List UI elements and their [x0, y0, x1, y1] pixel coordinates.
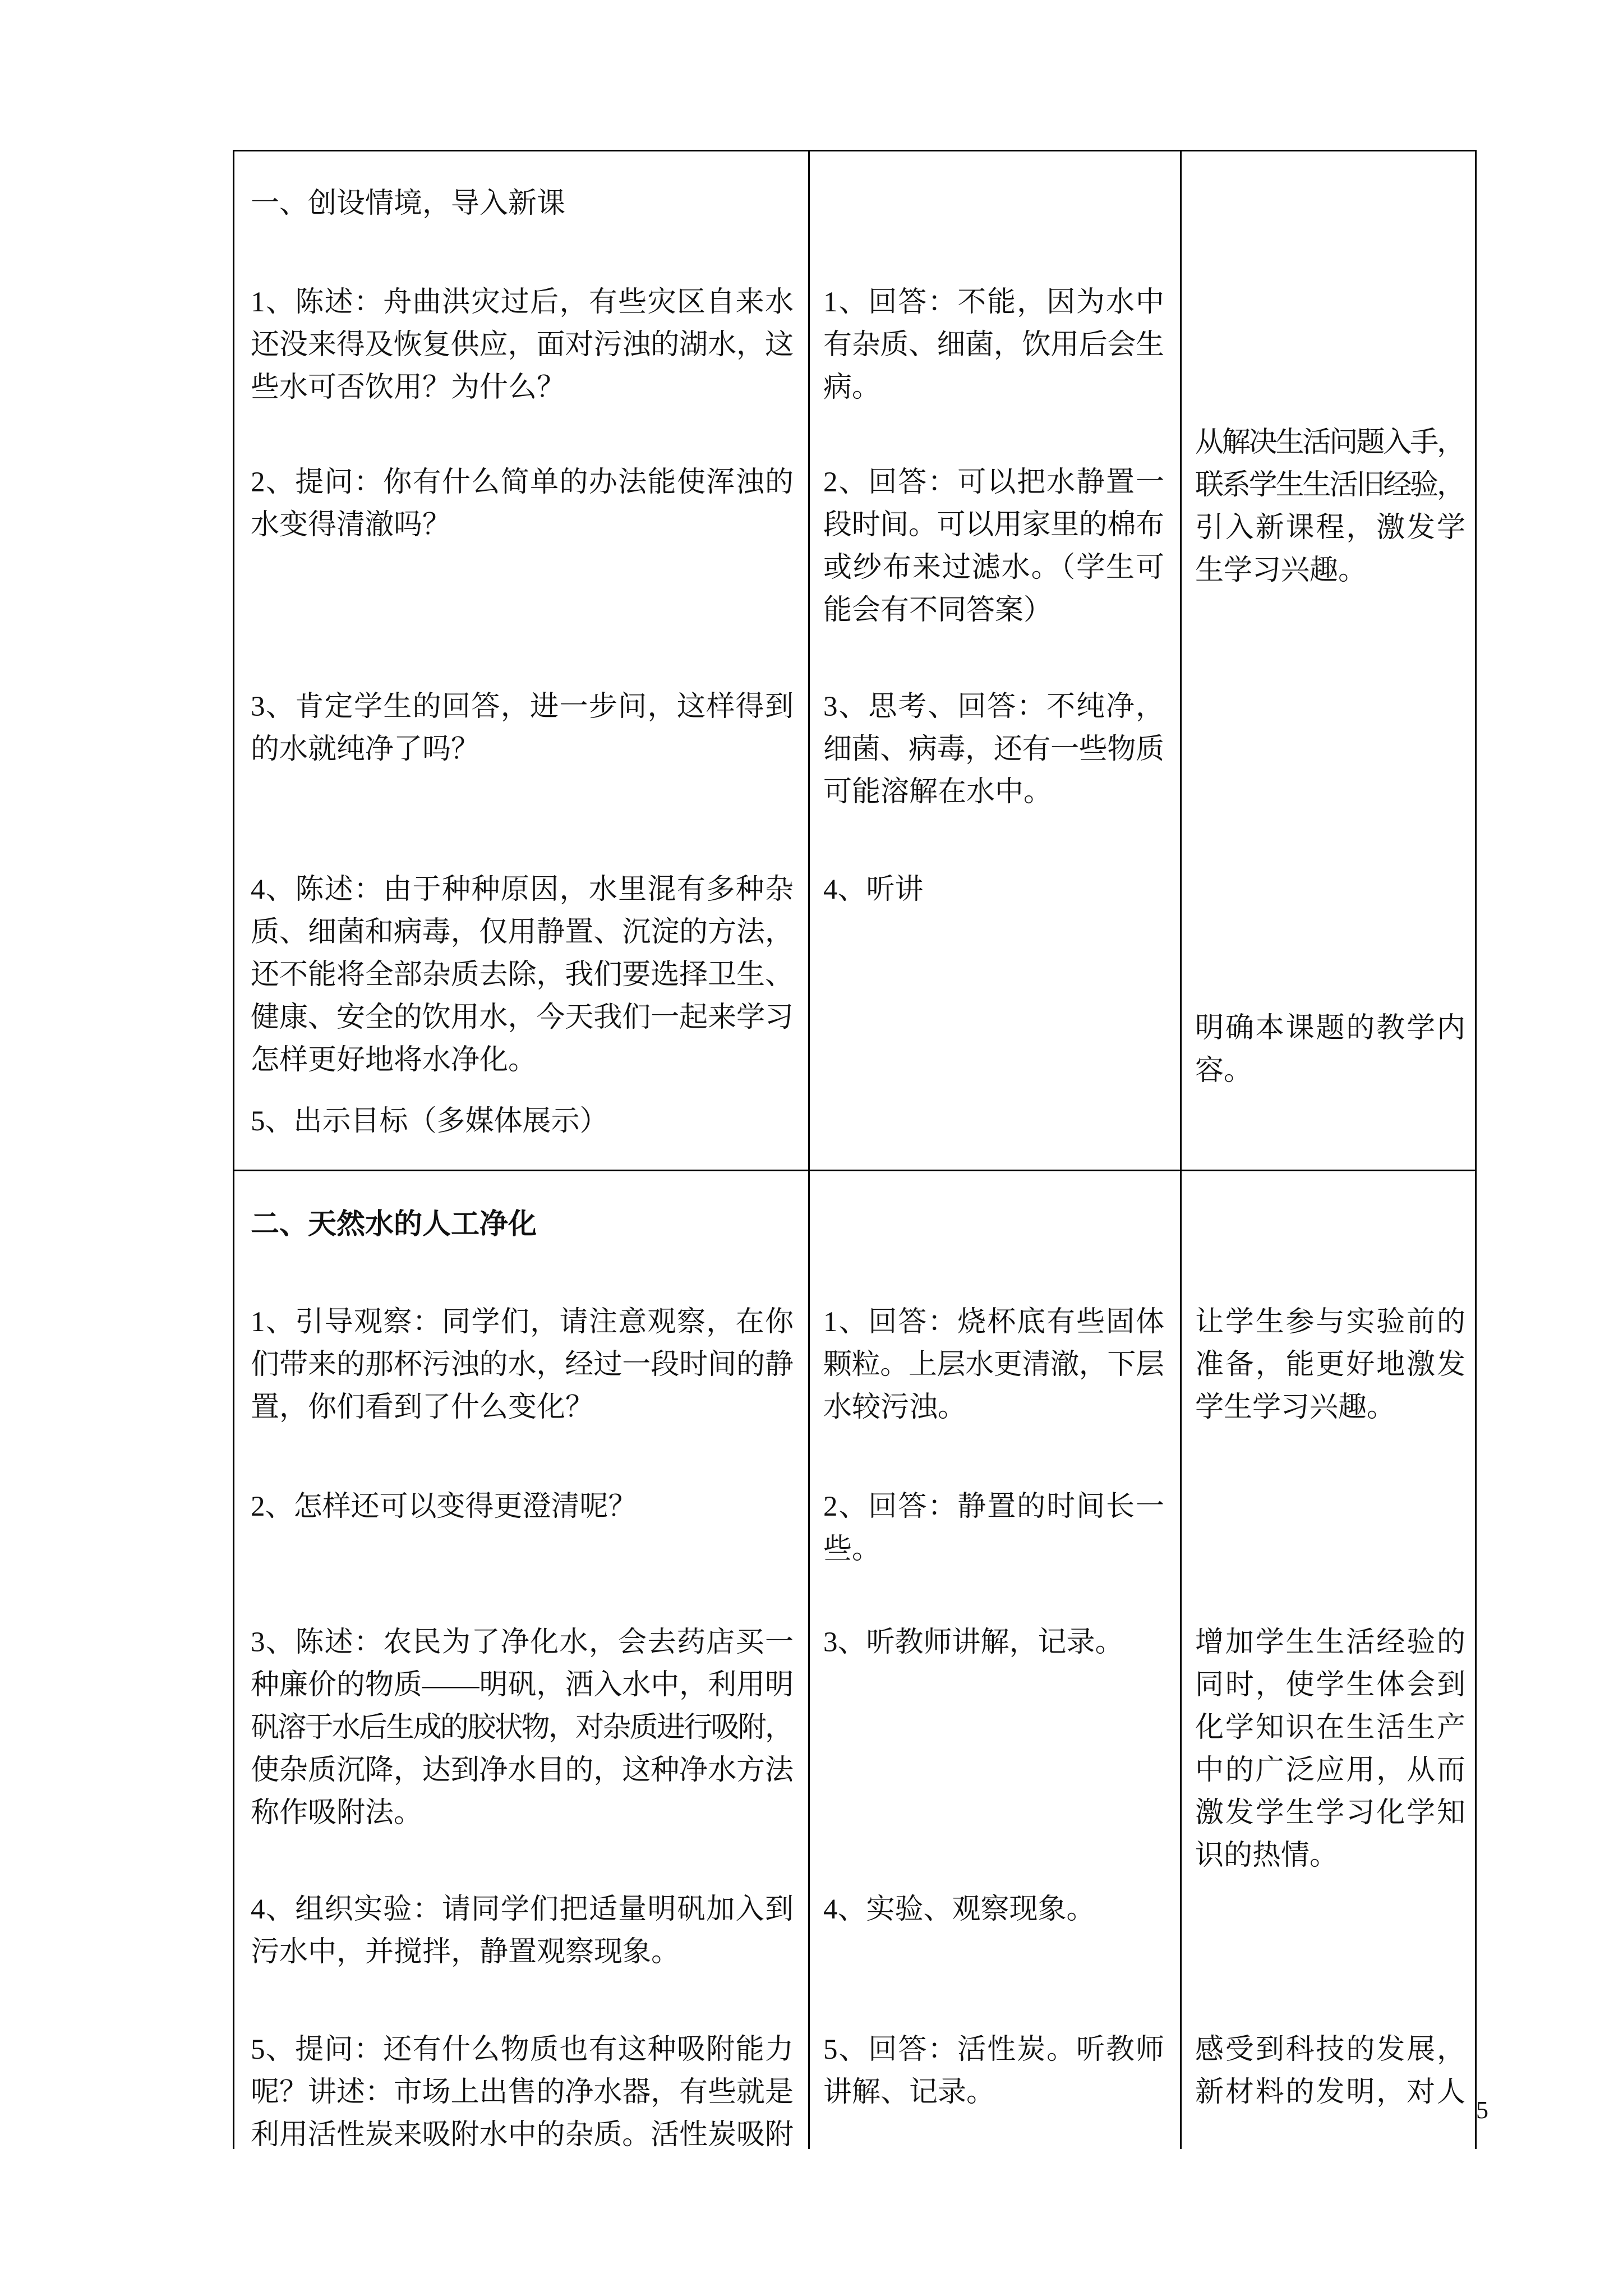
- design-intent: [1195, 1007, 1465, 1092]
- text-line: 2、回答：静置的时间长一: [823, 1491, 1165, 1522]
- page-number: 5: [1476, 2096, 1488, 2124]
- text-line: 一、创设情境，导入新课: [251, 188, 566, 219]
- teacher-activity: [251, 1888, 794, 1973]
- text-line: 1、引导观察：同学们，请注意观察，在你: [251, 1306, 795, 1338]
- text-line: 质、细菌和病毒，仅用静置、沉淀的方法，: [251, 917, 794, 948]
- text-line: 可能溶解在水中。: [823, 776, 1053, 808]
- teacher-activity: [251, 1100, 794, 1143]
- student-activity: [823, 868, 1164, 911]
- text-line: 同时，使学生体会到: [1195, 1669, 1467, 1701]
- text-line: 还不能将全部杂质去除，我们要选择卫生、: [251, 959, 794, 991]
- text-line: 2、怎样还可以变得更澄清呢？: [251, 1491, 637, 1522]
- text-line: 从解决生活问题入手，: [1195, 427, 1464, 458]
- text-line: 联系学生生活旧经验，: [1195, 470, 1464, 501]
- teacher-activity: [251, 281, 794, 409]
- student-activity: [823, 2028, 1164, 2114]
- design-intent: [1195, 421, 1465, 592]
- text-line: 准备，能更好地激发: [1195, 1349, 1467, 1381]
- text-line: 4、组织实验：请同学们把适量明矾加入到: [251, 1894, 795, 1925]
- design-intent: [1195, 2028, 1465, 2114]
- text-line: 引入新课程，激发学: [1195, 512, 1467, 544]
- text-line: 1、回答：不能，因为水中: [823, 287, 1165, 318]
- table-border-right: [1475, 150, 1477, 2149]
- text-line: 利用活性炭来吸附水中的杂质。活性炭吸附: [251, 2119, 794, 2151]
- text-line: 细菌、病毒，还有一些物质: [823, 734, 1164, 765]
- text-line: 呢？讲述：市场上出售的净水器，有些就是: [251, 2077, 794, 2108]
- student-activity: [823, 1301, 1164, 1429]
- text-line: 2、回答：可以把水静置一: [823, 467, 1165, 498]
- text-line: 段时间。可以用家里的棉布: [823, 509, 1164, 541]
- student-activity: [823, 685, 1164, 813]
- text-line: 3、听教师讲解，记录。: [823, 1627, 1124, 1658]
- student-activity: [823, 461, 1164, 632]
- text-line: 4、实验、观察现象。: [823, 1894, 1095, 1925]
- section-heading: [251, 182, 794, 225]
- text-line: 种廉价的物质——明矾，洒入水中，利用明: [251, 1669, 794, 1701]
- text-line: 生学习兴趣。: [1195, 555, 1367, 586]
- text-line: 5、出示目标（多媒体展示）: [251, 1106, 608, 1137]
- text-line: 有杂质、细菌，饮用后会生: [823, 329, 1164, 361]
- column-divider: [1180, 150, 1182, 2149]
- text-line: 3、肯定学生的回答，进一步问，这样得到: [251, 691, 795, 723]
- text-line: 3、思考、回答：不纯净，: [823, 691, 1165, 723]
- text-line: 讲解、记录。: [823, 2077, 995, 2108]
- text-line: 容。: [1195, 1055, 1253, 1087]
- text-line: 增加学生生活经验的: [1195, 1627, 1467, 1658]
- student-activity: [823, 281, 1164, 409]
- text-line: 明确本课题的教学内: [1195, 1013, 1467, 1044]
- text-line: 能会有不同答案）: [823, 595, 1053, 626]
- text-line: 或纱布来过滤水。（学生可: [823, 552, 1165, 583]
- text-line: 4、听讲: [823, 874, 924, 905]
- text-line: 让学生参与实验前的: [1195, 1306, 1467, 1338]
- teacher-activity: [251, 1301, 794, 1429]
- text-line: 5、提问：还有什么物质也有这种吸附能力: [251, 2034, 795, 2065]
- text-line: 健康、安全的饮用水，今天我们一起来学习: [251, 1002, 794, 1033]
- text-line: 怎样更好地将水净化。: [251, 1045, 537, 1076]
- text-line: 识的热情。: [1195, 1840, 1339, 1871]
- table-border-left: [233, 150, 234, 2149]
- text-line: 使杂质沉降，达到净水目的，这种净水方法: [251, 1755, 794, 1786]
- student-activity: [823, 1621, 1164, 1664]
- text-line: 感受到科技的发展，: [1195, 2034, 1467, 2065]
- text-line: 新材料的发明，对人: [1195, 2077, 1467, 2108]
- column-divider: [808, 150, 810, 2149]
- row-divider: [233, 1170, 1477, 1171]
- text-line: 3、陈述：农民为了净化水，会去药店买一: [251, 1627, 795, 1658]
- text-line: 4、陈述：由于种种原因，水里混有多种杂: [251, 874, 795, 905]
- text-line: 病。: [823, 372, 881, 403]
- teacher-activity: [251, 868, 794, 1082]
- text-line: 1、回答：烧杯底有些固体: [823, 1306, 1165, 1338]
- text-line: 称作吸附法。: [251, 1797, 423, 1829]
- text-line: 水较污浊。: [823, 1392, 967, 1423]
- text-line: 些水可否饮用？为什么？: [251, 372, 566, 403]
- text-line: 学生学习兴趣。: [1195, 1392, 1396, 1423]
- text-line: 水变得清澈吗？: [251, 509, 451, 541]
- teacher-activity: [251, 685, 794, 771]
- student-activity: [823, 1485, 1164, 1571]
- section-heading: [251, 1203, 794, 1246]
- text-line: 些。: [823, 1534, 881, 1565]
- text-line: 还没来得及恢复供应，面对污浊的湖水，这: [251, 329, 794, 361]
- teacher-activity: [251, 1621, 794, 1834]
- student-activity: [823, 1888, 1164, 1931]
- text-line: 5、回答：活性炭。听教师: [823, 2034, 1165, 2065]
- design-intent: [1195, 1621, 1465, 1877]
- text-line: 矾溶于水后生成的胶状物，对杂质进行吸附，: [251, 1712, 792, 1743]
- design-intent: [1195, 1301, 1465, 1429]
- teacher-activity: [251, 2028, 794, 2156]
- text-line: 颗粒。上层水更清澈，下层: [823, 1349, 1164, 1381]
- text-line: 们带来的那杯污浊的水，经过一段时间的静: [251, 1349, 794, 1381]
- teacher-activity: [251, 461, 794, 546]
- text-line: 的水就纯净了吗？: [251, 734, 480, 765]
- text-line: 中的广泛应用，从而: [1195, 1755, 1467, 1786]
- teacher-activity: [251, 1485, 794, 1528]
- text-line: 1、陈述：舟曲洪灾过后，有些灾区自来水: [251, 287, 795, 318]
- text-line: 置，你们看到了什么变化？: [251, 1392, 594, 1423]
- text-line: 激发学生学习化学知: [1195, 1797, 1467, 1829]
- text-line: 污水中，并搅拌，静置观察现象。: [251, 1936, 680, 1968]
- text-line: 2、提问：你有什么简单的办法能使浑浊的: [251, 467, 795, 498]
- text-line: 化学知识在生活生产: [1195, 1712, 1467, 1743]
- text-line: 二、天然水的人工净化: [251, 1209, 537, 1240]
- table-border-top: [233, 150, 1477, 151]
